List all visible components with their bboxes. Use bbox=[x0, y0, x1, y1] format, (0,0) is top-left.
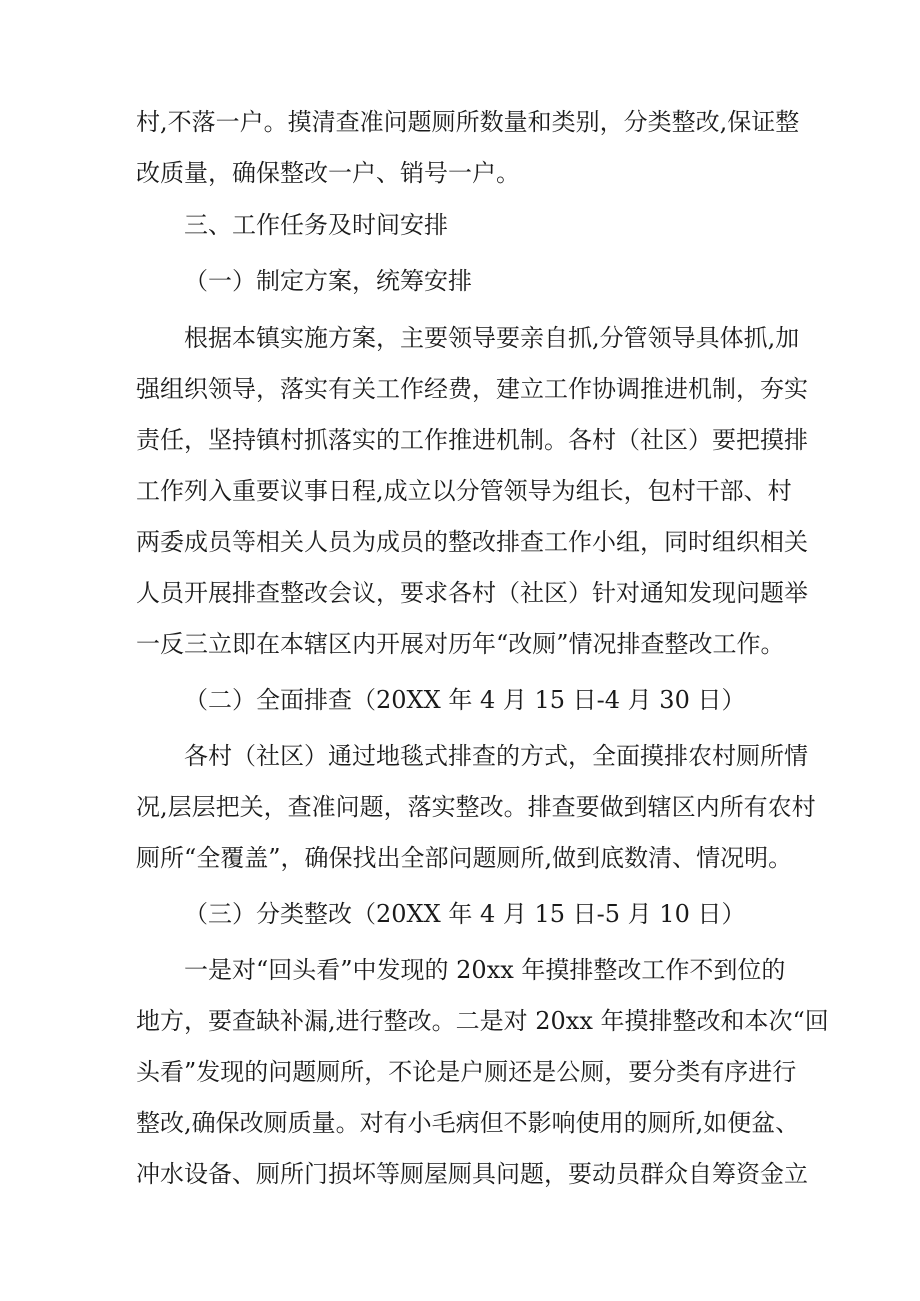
body-text-line: 一是对“回头看”中发现的 20xx 年摸排整改工作不到位的 bbox=[184, 956, 786, 984]
body-text-line: 根据本镇实施方案，主要领导要亲自抓,分管领导具体抓,加 bbox=[184, 324, 800, 352]
body-text-line: 一反三立即在本辖区内开展对历年“改厕”情况排查整改工作。 bbox=[136, 630, 785, 658]
body-text-line: 厕所“全覆盖”，确保找出全部问题厕所,做到底数清、情况明。 bbox=[136, 844, 793, 872]
body-text-line: 两委成员等相关人员为成员的整改排查工作小组，同时组织相关 bbox=[136, 528, 808, 556]
body-text-line: 责任，坚持镇村抓落实的工作推进机制。各村（社区）要把摸排 bbox=[136, 426, 808, 454]
body-text-line: 况,层层把关，查准问题，落实整改。排查要做到辖区内所有农村 bbox=[136, 793, 816, 821]
body-text-line: 整改,确保改厕质量。对有小毛病但不影响使用的厕所,如便盆、 bbox=[136, 1109, 800, 1137]
body-text-line: 强组织领导，落实有关工作经费，建立工作协调推进机制，夯实 bbox=[136, 375, 808, 403]
section-heading: 三、工作任务及时间安排 bbox=[184, 211, 448, 239]
subsection-heading: （二）全面排查（20XX 年 4 月 15 日-4 月 30 日） bbox=[184, 686, 746, 714]
body-text-line: 工作列入重要议事日程,成立以分管领导为组长，包村干部、村 bbox=[136, 477, 792, 505]
body-text-line: 人员开展排查整改会议，要求各村（社区）针对通知发现问题举 bbox=[136, 579, 808, 607]
subsection-heading: （三）分类整改（20XX 年 4 月 15 日-5 月 10 日） bbox=[184, 900, 746, 928]
body-text-line: 头看”发现的问题厕所，不论是户厕还是公厕，要分类有序进行 bbox=[136, 1058, 797, 1086]
body-text-line: 地方，要查缺补漏,进行整改。二是对 20xx 年摸排整改和本次“回 bbox=[136, 1007, 829, 1035]
body-text-line: 冲水设备、厕所门损坏等厕屋厕具问题，要动员群众自筹资金立 bbox=[136, 1160, 808, 1188]
body-text-line: 改质量，确保整改一户、销号一户。 bbox=[136, 159, 520, 187]
body-text-line: 村,不落一户。摸清查准问题厕所数量和类别，分类整改,保证整 bbox=[136, 108, 800, 136]
body-text-line: 各村（社区）通过地毯式排查的方式，全面摸排农村厕所情 bbox=[184, 742, 808, 770]
subsection-heading: （一）制定方案，统筹安排 bbox=[184, 267, 472, 295]
